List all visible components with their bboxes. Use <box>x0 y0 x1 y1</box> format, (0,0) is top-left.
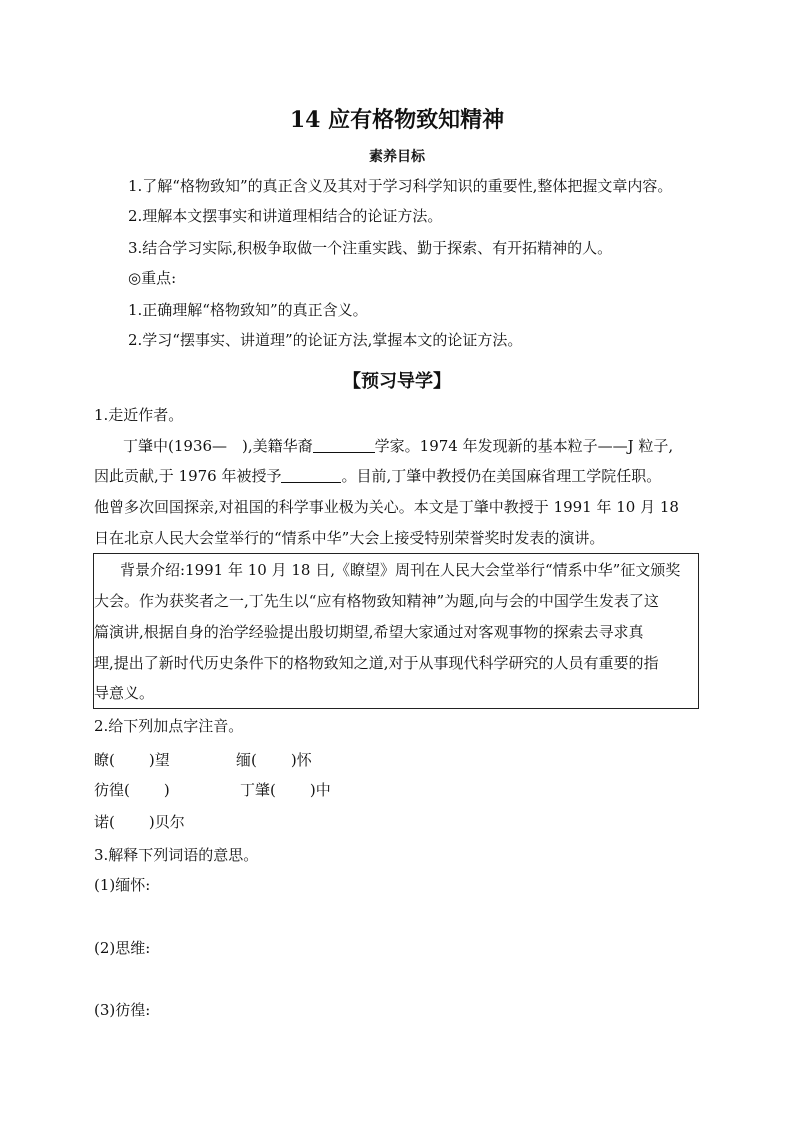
question-2-heading: 2.给下列加点字注音。 <box>94 717 244 735</box>
question-1-heading: 1.走近作者。 <box>94 406 184 424</box>
section-title: 【预习导学】 <box>343 371 451 392</box>
fill-blank[interactable] <box>313 437 375 453</box>
definition-item: (3)彷徨: <box>94 1001 151 1019</box>
definition-item: (1)缅怀: <box>94 876 151 894</box>
key-point-item: 2.学习“摆事实、讲道理”的论证方法,掌握本文的论证方法。 <box>128 331 523 349</box>
pinyin-item: 彷徨( ) <box>94 781 170 799</box>
pinyin-item: 诺( )贝尔 <box>94 813 185 831</box>
author-paragraph-line <box>94 466 661 486</box>
pinyin-item: 丁肇( )中 <box>240 781 331 799</box>
key-points-heading: ◎重点: <box>128 269 177 287</box>
pinyin-item: 缅( )怀 <box>236 751 312 769</box>
author-text: 因此贡献,于 1976 年被授予 <box>94 467 282 485</box>
page-title: 14 应有格物致知精神 <box>289 107 505 133</box>
author-paragraph-line: 他曾多次回国探亲,对祖国的科学事业极为关心。本文是丁肇中教授于 1991 年 10 月 18 <box>94 498 679 516</box>
background-box <box>93 553 699 709</box>
author-paragraph-line: 日在北京人民大会堂举行的“情系中华”大会上接受特别荣誉奖时发表的演讲。 <box>94 529 605 547</box>
goal-item: 1.了解“格物致知”的真正含义及其对于学习科学知识的重要性,整体把握文章内容。 <box>128 177 673 195</box>
definition-item: (2)思维: <box>94 939 151 957</box>
goal-item: 2.理解本文摆事实和讲道理相结合的论证方法。 <box>128 207 443 225</box>
goal-item: 3.结合学习实际,积极争取做一个注重实践、勤于探索、有开拓精神的人。 <box>128 239 613 257</box>
background-line: 篇演讲,根据自身的治学经验提出殷切期望,希望大家通过对客观事物的探索去寻求真 <box>94 623 644 641</box>
background-line: 理,提出了新时代历史条件下的格物致知之道,对于从事现代科学研究的人员有重要的指 <box>94 654 659 672</box>
fill-blank[interactable] <box>281 467 341 483</box>
pinyin-item: 瞭( )望 <box>94 751 170 769</box>
author-text: 丁肇中(1936— ),美籍华裔 <box>123 437 313 455</box>
goals-heading: 素养目标 <box>369 149 425 165</box>
author-text: 学家。1974 年发现新的基本粒子——J 粒子, <box>374 437 674 455</box>
author-text: 。目前,丁肇中教授仍在美国麻省理工学院任职。 <box>341 467 662 485</box>
background-line: 背景介绍:1991 年 10 月 18 日,《瞭望》周刊在人民大会堂举行“情系中华”征文颁奖 <box>120 561 681 579</box>
key-point-item: 1.正确理解“格物致知”的真正含义。 <box>128 301 368 319</box>
background-line: 大会。作为获奖者之一,丁先生以“应有格物致知精神”为题,向与会的中国学生发表了这 <box>94 592 659 610</box>
author-paragraph-line <box>123 436 673 456</box>
question-3-heading: 3.解释下列词语的意思。 <box>94 846 259 864</box>
background-line: 导意义。 <box>94 684 155 702</box>
